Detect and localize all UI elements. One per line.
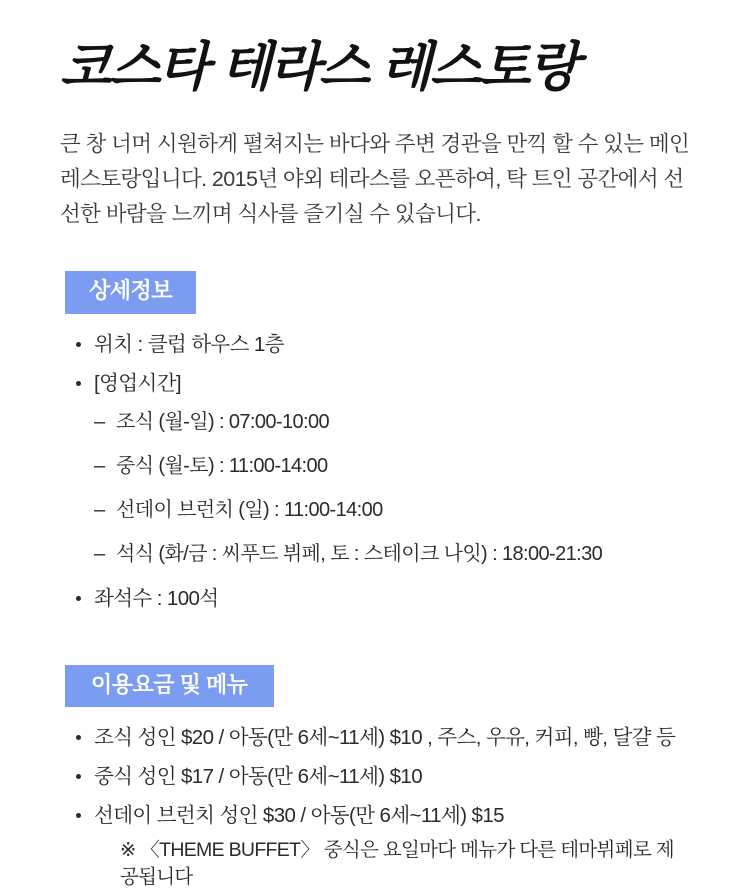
- section-heading-details: 상세정보: [65, 271, 196, 313]
- section-heading-pricing: 이용요금 및 메뉴: [65, 665, 274, 707]
- list-item: [94, 496, 690, 524]
- list-item: [68, 762, 690, 792]
- list-item: [94, 408, 690, 436]
- hours-dinner: 석식 (화/금 : 씨푸드 뷔페, 토 : 스테이크 나잇) : 18:00-21:30: [116, 543, 603, 566]
- list-item-label: [영업시간]: [94, 371, 182, 395]
- theme-buffet-note: ※ 〈THEME BUFFET〉 중식은 요일마다 메뉴가 다른 테마뷔페로 제공됩니다: [120, 838, 674, 888]
- hours-sunday-brunch: 선데이 브런치 (일) : 11:00-14:00: [116, 499, 383, 522]
- list-item: [94, 452, 690, 480]
- hours-lunch: 중식 (월-토) : 11:00-14:00: [116, 455, 328, 478]
- list-item-label: 좌석수 : 100석: [94, 587, 219, 611]
- list-item: [68, 723, 690, 753]
- price-breakfast: 조식 성인 $20 / 아동(만 6세~11세) $10 , 주스, 우유, 커피, 빵, 달걀 등: [94, 726, 676, 750]
- page-title: 코스타 테라스 레스토랑: [60, 38, 578, 97]
- list-item: [68, 330, 690, 360]
- list-item: [68, 369, 690, 569]
- hours-sublist: [94, 408, 690, 568]
- list-item: [68, 584, 690, 614]
- list-item: [68, 801, 690, 891]
- price-lunch: 중식 성인 $17 / 아동(만 6세~11세) $10: [94, 765, 423, 789]
- intro-description: 큰 창 너머 시원하게 펼쳐지는 바다와 주변 경관을 만끽 할 수 있는 메인 레스토랑입니다. 2015년 야외 테라스를 오픈하여, 탁 트인 공간에서 선선한 바람을 느끼며 식사를 즐기실 수 있습니다.: [60, 131, 690, 226]
- hours-breakfast: 조식 (월-일) : 07:00-10:00: [116, 411, 330, 434]
- list-item-label: 위치 : 클럽 하우스 1층: [94, 332, 284, 356]
- price-sunday-brunch: 선데이 브런치 성인 $30 / 아동(만 6세~11세) $15: [94, 803, 504, 827]
- details-list: [60, 330, 690, 614]
- list-item: [94, 540, 690, 568]
